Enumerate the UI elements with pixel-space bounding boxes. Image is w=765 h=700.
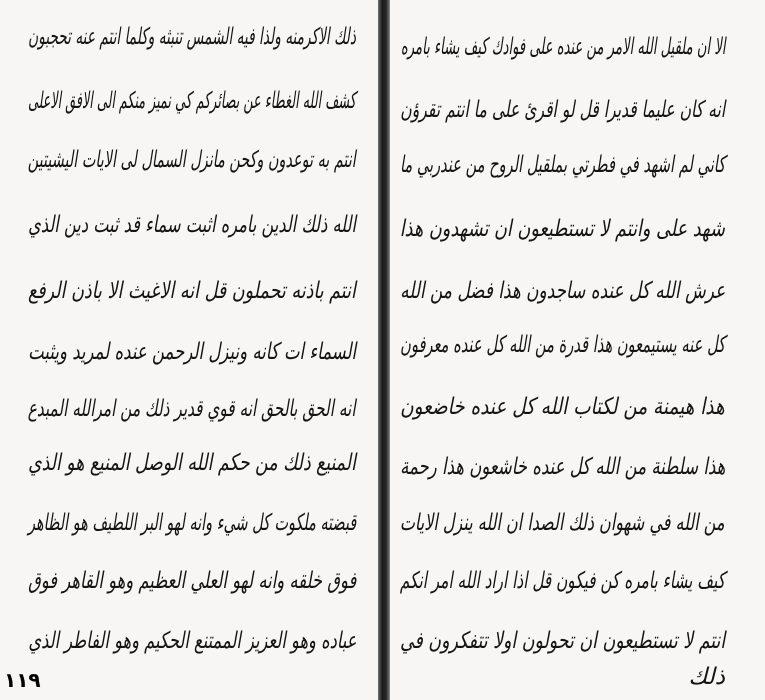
manuscript-line: الا ان ملقيل الله الامر من عنده على فوادك كيف يشاء بامره bbox=[400, 34, 725, 60]
manuscript-line: شهد على وانتم لا تستطيعون ان تشهدون هذا bbox=[399, 216, 725, 242]
manuscript-line: انه كان عليما قديرا قل لو اقرئ على ما انتم تقرؤن bbox=[400, 97, 725, 123]
manuscript-line: فوق خلقه وانه لهو العلي العظيم وهو القاهر فوق bbox=[27, 568, 356, 594]
manuscript-line: السماء ات كانه ونيزل الرحمن عنده لمريد ويثبت bbox=[28, 339, 356, 365]
manuscript-line: كشف الله الغطاء عن بصائركم كي نميز منكم الى الافق الاعلى bbox=[28, 88, 356, 114]
manuscript-line: عباده وهو العزيز الممتنع الحكيم وهو الفاطر الذي bbox=[27, 628, 356, 654]
manuscript-line: هذا سلطنة من الله كل عنده خاشعون هذا رحمة bbox=[399, 454, 725, 480]
manuscript-line: الله ذلك الدين بامره اثبت سماء قد ثبت دين الذي bbox=[28, 212, 356, 238]
book-gutter bbox=[378, 0, 390, 700]
left-page bbox=[0, 0, 378, 700]
manuscript-line: كيف يشاء بامره كن فيكون قل اذا اراد الله امر انكم bbox=[399, 568, 725, 594]
manuscript-line: كل عنه يستيمعون هذا قدرة من الله كل عنده معرفون bbox=[400, 332, 725, 358]
manuscript-line: انتم به توعدون وكحن مانزل السمال لى الايات اليشيتين bbox=[28, 147, 356, 173]
manuscript-line: انتم باذنه تحملون قل انه الاغيث الا باذن الرفع bbox=[28, 278, 356, 304]
manuscript-line: قبضته ملكوت كل شيء وانه لهو البر اللطيف هو الظاهر bbox=[27, 510, 356, 536]
manuscript-line: ذلك الاكرمنه ولذا فيه الشمس تنبثه وكلما انتم عنه تحجبون bbox=[28, 24, 356, 50]
manuscript-line: انتم لا تستطيعون ان تحولون اولا تتفكرون في bbox=[399, 628, 725, 654]
manuscript-line: عرش الله كل عنده ساجدون هذا فضل من الله bbox=[400, 278, 725, 304]
manuscript-line: من الله في شهوان ذلك الصدا ان الله ينزل الايات bbox=[400, 510, 725, 536]
page-number: ١١٩ bbox=[4, 668, 41, 692]
manuscript-line: كاني لم اشهد في فطرتي بملقيل الروح من عندربي ما bbox=[399, 152, 725, 178]
manuscript-line: ذلك bbox=[688, 664, 725, 690]
manuscript-line: المنيع ذلك من حكم الله الوصل المنيع هو الذي bbox=[28, 450, 356, 476]
right-page bbox=[390, 0, 765, 700]
manuscript-line: انه الحق بالحق انه قوي قدير ذلك من امرالله المبدع bbox=[28, 396, 356, 422]
manuscript-line: هذا هيمنة من لكتاب الله كل عنده خاضعون bbox=[400, 394, 725, 420]
